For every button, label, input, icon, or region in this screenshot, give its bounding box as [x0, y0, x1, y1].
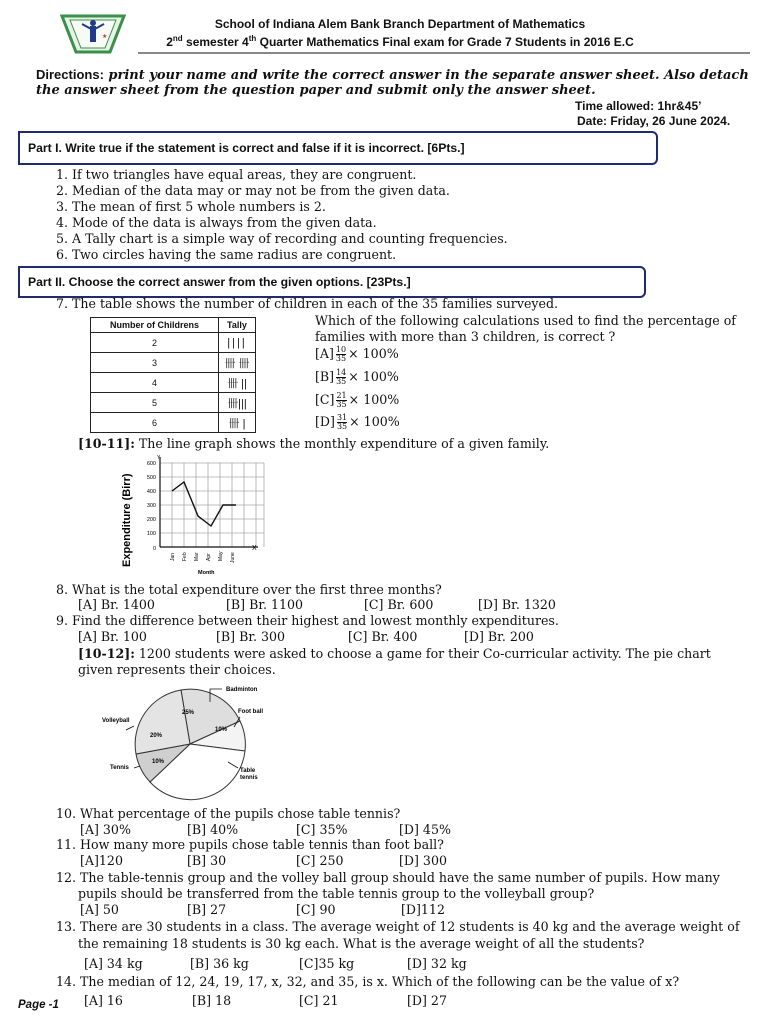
table-row: 6 卌 | — [91, 413, 256, 433]
x-axis-letter: X — [252, 545, 257, 552]
q7-prompt-line2: families with more than 3 children, is correct ? — [315, 329, 616, 344]
x-tick-feb: Feb — [182, 552, 188, 561]
question-14: 14. The median of 12, 24, 19, 17, x, 32, and 35, is x. Which of the following can be the value of x? — [56, 974, 680, 989]
q14-option-c: [C] 21 — [299, 993, 339, 1008]
exam-title: 2nd semester 4th Quarter Mathematics Final exam for Grade 7 Students in 2016 E.C — [166, 34, 634, 49]
y-axis-label: Expenditure (Birr) — [121, 473, 133, 567]
table-row: 3 卌 卌 — [91, 353, 256, 373]
q7-option-c: [C] $\frac{21}{35}$ × 100% — [315, 391, 400, 409]
expenditure-line-graph — [110, 455, 270, 577]
q7-prompt-line1: Which of the following calculations used to find the percentage of — [315, 313, 736, 328]
time-allowed: Time allowed: 1hr&45’ — [575, 99, 702, 113]
q11-option-d: [D] 300 — [399, 853, 447, 868]
activity-pie-chart — [100, 682, 290, 804]
q14-option-a: [A] 16 — [84, 993, 123, 1008]
question-8: 8. What is the total expenditure over the first three months? — [56, 582, 442, 597]
x-tick-mar: Mar — [194, 552, 200, 561]
q10-option-a: [A] 30% — [80, 822, 131, 837]
q7-option-d: [D] $\frac{31}{35}$ × 100% — [315, 413, 400, 431]
q9-option-c: [C] Br. 400 — [348, 629, 418, 644]
y-axis-letter: Y — [157, 455, 161, 461]
linegraph-intro: [10-11]: The line graph shows the monthly expenditure of a given family. — [78, 436, 550, 451]
question-11: 11. How many more pupils chose table tennis than foot ball? — [56, 837, 444, 852]
q8-option-b: [B] Br. 1100 — [226, 597, 304, 612]
q13-option-b: [B] 36 kg — [190, 956, 249, 971]
x-axis-label: Month — [198, 570, 215, 576]
question-13-line2: the remaining 18 students is 30 kg each. What is the average weight of all the students? — [78, 936, 645, 951]
pie-tennis-label: Tennis — [110, 765, 129, 771]
y-tick-500: 500 — [146, 475, 156, 481]
q14-option-d: [D] 27 — [407, 993, 447, 1008]
q8-option-a: [A] Br. 1400 — [78, 597, 155, 612]
part1-item-2: 2. Median of the data may or may not be from the given data. — [56, 183, 450, 198]
table-row: 4 卌 || — [91, 373, 256, 393]
x-tick-june: June — [230, 552, 236, 563]
q10-option-b: [B] 40% — [187, 822, 239, 837]
q7-option-b: [B] $\frac{14}{35}$ × 100% — [315, 368, 399, 386]
q11-option-a: [A]120 — [80, 853, 123, 868]
exam-date: Date: Friday, 26 June 2024. — [577, 114, 731, 128]
q7-option-a: [A] $\frac{10}{35}$ × 100% — [315, 345, 399, 363]
pie-volleyball-label: Volleyball — [102, 718, 130, 724]
table-row: 2 |||| — [91, 333, 256, 353]
directions-line1: Directions: print your name and write the correct answer in the separate answer sheet. Also detach — [36, 67, 749, 83]
q10-option-d: [D] 45% — [399, 822, 451, 837]
pie-table-tennis-label-2: tennis — [240, 775, 258, 781]
part1-item-1: 1. If two triangles have equal areas, they are congruent. — [56, 167, 417, 182]
q9-option-b: [B] Br. 300 — [216, 629, 286, 644]
school-logo — [60, 12, 126, 54]
q13-option-c: [C]35 kg — [299, 956, 355, 971]
part1-item-3: 3. The mean of first 5 whole numbers is 2. — [56, 199, 326, 214]
part2-title: Part II. Choose the correct answer from the given options. [23Pts.] — [18, 266, 646, 298]
q13-option-d: [D] 32 kg — [407, 956, 467, 971]
q11-option-b: [B] 30 — [187, 853, 227, 868]
question-12-line1: 12. The table-tennis group and the volley ball group should have the same number of pupils. How many — [56, 870, 720, 885]
q8-option-c: [C] Br. 600 — [364, 597, 434, 612]
question-13-line1: 13. There are 30 students in a class. The average weight of 12 students is 40 kg and the average weight of — [56, 919, 740, 934]
table-row: 5 卌||| — [91, 393, 256, 413]
part1-title: Part I. Write true if the statement is correct and false if it is incorrect. [6Pts.] — [18, 131, 658, 165]
pie-intro-line2: given represents their choices. — [78, 662, 276, 677]
y-tick-600: 600 — [146, 461, 156, 467]
pie-label-10-football: 10% — [215, 727, 228, 733]
pie-label-20: 20% — [150, 733, 163, 739]
pie-badminton-label: Badminton — [226, 687, 258, 693]
part1-item-4: 4. Mode of the data is always from the given data. — [56, 215, 377, 230]
pie-football-label: Foot ball — [238, 709, 263, 715]
q13-option-a: [A] 34 kg — [84, 956, 143, 971]
tally-col-tally: Tally — [218, 318, 255, 333]
q12-option-a: [A] 50 — [80, 902, 119, 917]
question-10: 10. What percentage of the pupils chose table tennis? — [56, 806, 401, 821]
part1-item-5: 5. A Tally chart is a simple way of recording and counting frequencies. — [56, 231, 508, 246]
y-tick-400: 400 — [146, 489, 156, 495]
origin-label: 0 — [152, 546, 156, 552]
pie-label-25: 25% — [182, 710, 195, 716]
pie-slice-volleyball — [135, 690, 190, 754]
x-tick-may: May — [218, 551, 224, 561]
q12-option-d: [D]112 — [401, 902, 445, 917]
pie-table-tennis-label-1: Table — [240, 768, 256, 774]
svg-text:★: ★ — [102, 33, 108, 40]
y-tick-300: 300 — [146, 503, 156, 509]
page-number: Page -1 — [18, 999, 59, 1011]
q14-option-b: [B] 18 — [192, 993, 232, 1008]
x-tick-apr: Apr — [206, 553, 212, 561]
q9-option-d: [D] Br. 200 — [464, 629, 534, 644]
question-9: 9. Find the difference between their highest and lowest monthly expenditures. — [56, 613, 559, 628]
header-rule — [138, 52, 750, 54]
q9-option-a: [A] Br. 100 — [78, 629, 147, 644]
q12-option-b: [B] 27 — [187, 902, 227, 917]
q8-option-d: [D] Br. 1320 — [478, 597, 556, 612]
y-tick-200: 200 — [146, 517, 156, 523]
question-12-line2: pupils should be transferred from the table tennis group to the volleyball group? — [78, 886, 595, 901]
pie-intro-line1: [10-12]: 1200 students were asked to choose a game for their Co-curricular activity. The pie chart — [78, 646, 711, 661]
q12-option-c: [C] 90 — [296, 902, 336, 917]
expenditure-line — [172, 482, 236, 526]
directions-line2: the answer sheet from the question paper and submit only the answer sheet. — [36, 83, 596, 98]
q10-option-c: [C] 35% — [296, 822, 348, 837]
x-tick-jan: Jan — [170, 552, 176, 561]
q11-option-c: [C] 250 — [296, 853, 344, 868]
tally-table — [90, 317, 256, 433]
school-title: School of Indiana Alem Bank Branch Department of Mathematics — [214, 17, 586, 31]
tally-col-number: Number of Childrens — [91, 318, 219, 333]
part1-item-6: 6. Two circles having the same radius are congruent. — [56, 247, 397, 262]
pie-label-10-tennis: 10% — [152, 759, 165, 765]
y-tick-100: 100 — [146, 531, 156, 537]
question-7: 7. The table shows the number of children in each of the 35 families surveyed. — [56, 296, 559, 311]
